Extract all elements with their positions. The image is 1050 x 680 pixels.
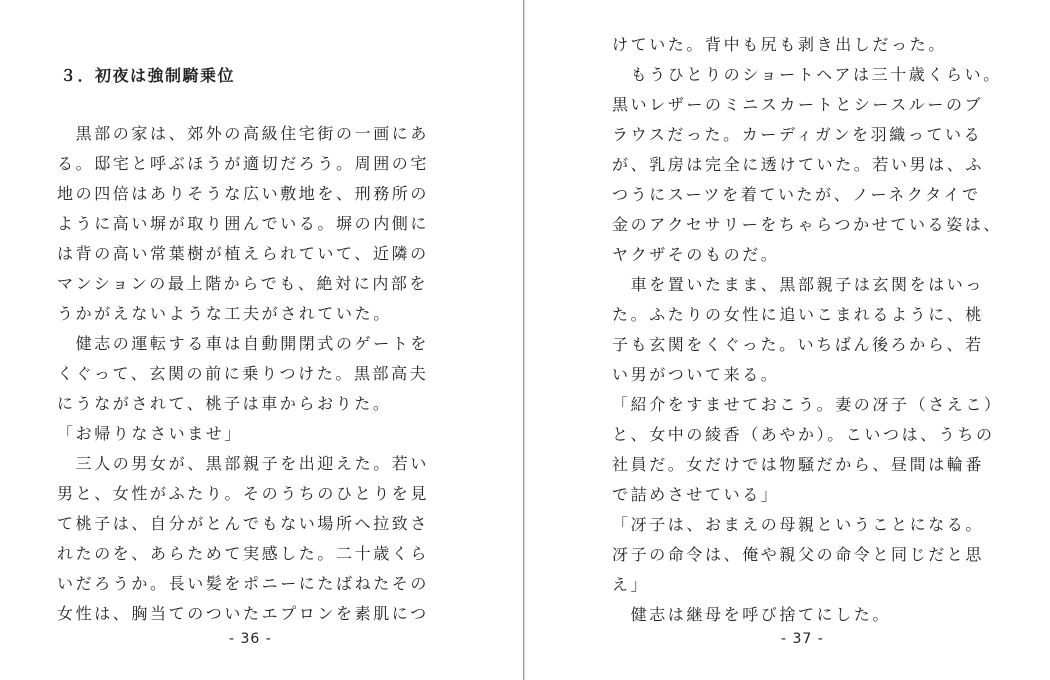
text-line: にうながされて、桃子は車からおりた。: [57, 394, 392, 413]
text-line: 黒いレザーのミニスカートとシースルーのブ: [612, 95, 984, 114]
text-line: ラウスだった。カーディガンを羽織っている: [612, 125, 983, 144]
text-line: もうひとりのショートヘアは三十歳くらい。: [612, 65, 1002, 84]
text-line: る。邸宅と呼ぶほうが適切だろう。周囲の宅: [57, 154, 430, 173]
text-line: うかがえないような工夫がされていた。: [57, 304, 392, 323]
text-line: 「冴子は、おまえの母親ということになる。: [612, 515, 985, 534]
text-line: 「紹介をすませておこう。妻の冴子（さえこ）: [612, 395, 1003, 414]
text-line: 三人の男女が、黒部親子を出迎えた。若い: [57, 454, 430, 473]
text-line: は背の高い常葉樹が植えられていて、近隣の: [57, 244, 429, 263]
left-page-body: [57, 119, 477, 629]
text-line: 社員だ。女だけでは物騒だから、昼間は輪番: [612, 455, 985, 474]
text-line: くぐって、玄関の前に乗りつけた。黒部高夫: [57, 364, 429, 383]
left-page: [0, 0, 523, 680]
text-line: 女性は、胸当てのついたエプロンを素肌につ: [57, 604, 429, 623]
chapter-title: ３．初夜は強制騎乗位: [60, 66, 236, 85]
text-line: 男と、女性がふたり。そのうちのひとりを見: [57, 484, 430, 503]
text-line: 「お帰りなさいませ」: [57, 424, 244, 443]
text-line: た。ふたりの女性に追いこまれるように、桃: [612, 305, 985, 324]
text-line: 冴子の命令は、俺や親父の命令と同じだと思: [612, 545, 985, 564]
text-line: 健志は継母を呼び捨てにした。: [612, 605, 892, 624]
text-line: 車を置いたまま、黒部親子は玄関をはいっ: [612, 275, 985, 294]
text-line: が、乳房は完全に透けていた。若い男は、ふ: [612, 155, 985, 174]
text-line: けていた。背中も尻も剥き出しだった。: [612, 35, 947, 54]
text-line: と、女中の綾香（あやか）。こいつは、うちの: [612, 425, 995, 444]
right-page: [526, 0, 1050, 680]
text-line: 地の四倍はありそうな広い敷地を、刑務所の: [57, 184, 430, 203]
text-line: 子も玄関をくぐった。いちばん後ろから、若: [612, 335, 984, 354]
text-line: ヤクザそのものだ。: [612, 245, 780, 264]
text-line: 健志の運転する車は自動開閉式のゲートを: [57, 334, 430, 353]
page-number-left: - 36 -: [229, 631, 272, 647]
text-line: ように高い塀が取り囲んでいる。塀の内側に: [57, 214, 430, 233]
text-line: え」: [612, 575, 650, 594]
text-line: いだろうか。長い髪をポニーにたばねたその: [57, 574, 430, 593]
page-number-right: - 37 -: [781, 631, 824, 647]
text-line: マンションの最上階からでも、絶対に内部を: [57, 274, 429, 293]
text-line: い男がついて来る。: [612, 365, 780, 384]
text-line: れたのを、あらためて実感した。二十歳くら: [57, 544, 430, 563]
text-line: 黒部の家は、郊外の高級住宅街の一画にあ: [57, 124, 430, 143]
text-line: 金のアクセサリーをちゃらつかせている姿は、: [612, 215, 1002, 234]
right-page-body: [612, 30, 1032, 630]
text-line: で詰めさせている」: [612, 485, 780, 504]
text-line: て桃子は、自分がとんでもない場所へ拉致さ: [57, 514, 430, 533]
text-line: つうにスーツを着ていたが、ノーネクタイで: [612, 185, 981, 204]
